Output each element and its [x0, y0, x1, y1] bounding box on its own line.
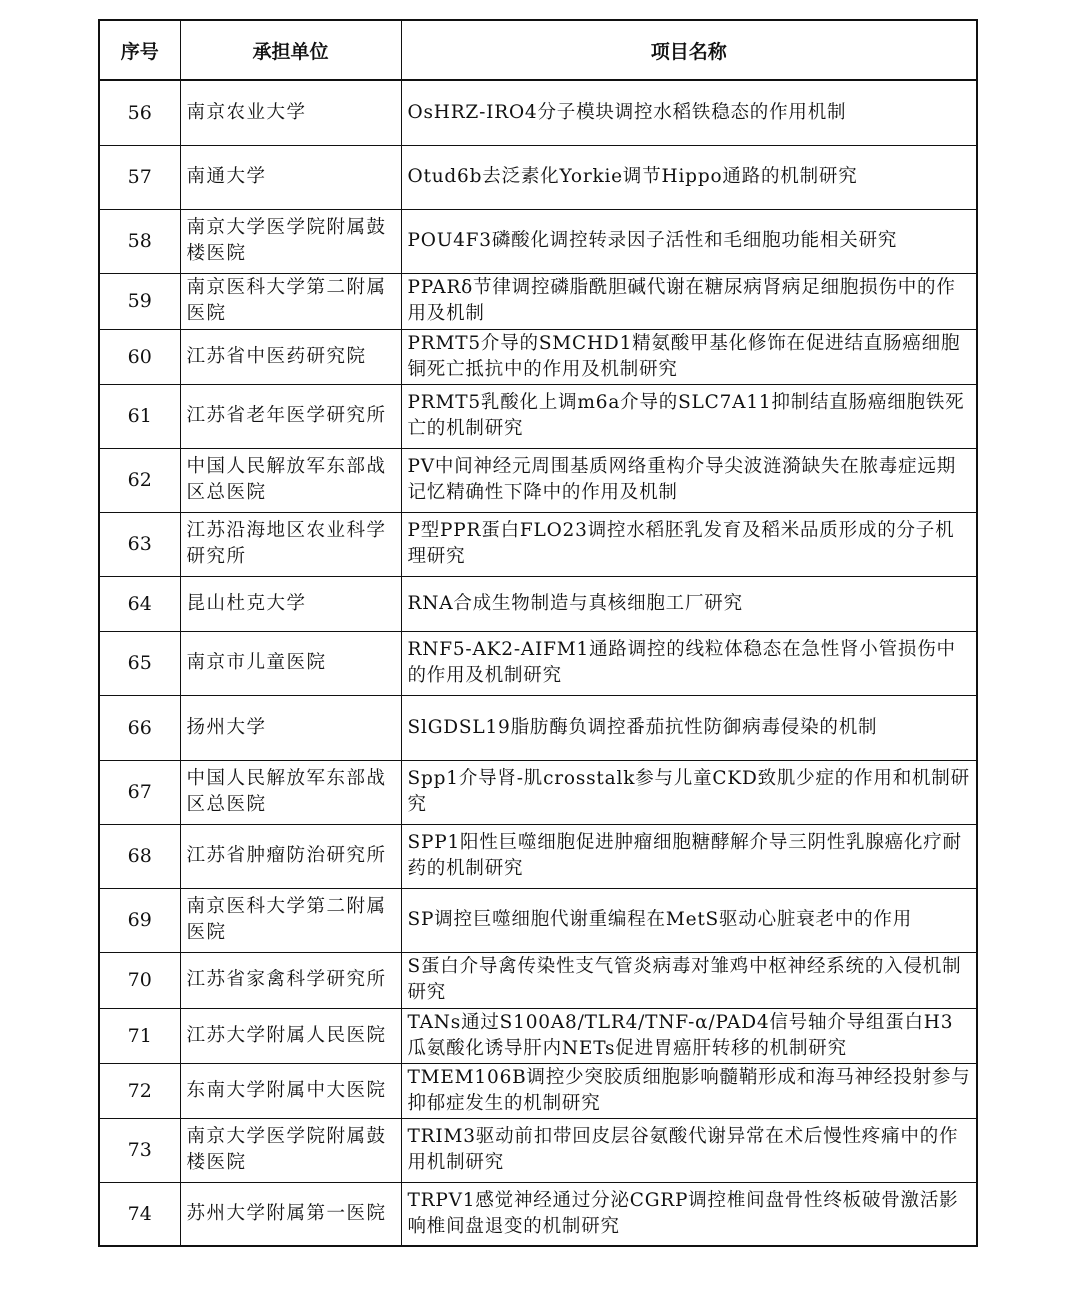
row-title: PPARδ节律调控磷脂酰胆碱代谢在糖尿病肾病足细胞损伤中的作用及机制	[401, 273, 977, 329]
row-number: 64	[99, 576, 180, 631]
row-unit: 东南大学附属中大医院	[180, 1063, 401, 1118]
row-unit: 江苏省肿瘤防治研究所	[180, 824, 401, 888]
row-unit: 江苏大学附属人民医院	[180, 1008, 401, 1063]
table-row	[99, 209, 977, 273]
row-number: 74	[99, 1182, 180, 1246]
row-title: TRPV1感觉神经通过分泌CGRP调控椎间盘骨性终板破骨激活影响椎间盘退变的机制研究	[401, 1182, 977, 1246]
row-number: 62	[99, 448, 180, 512]
row-number: 70	[99, 952, 180, 1008]
row-unit: 南通大学	[180, 145, 401, 209]
row-number: 57	[99, 145, 180, 209]
row-unit: 江苏沿海地区农业科学研究所	[180, 512, 401, 576]
row-unit: 扬州大学	[180, 695, 401, 760]
row-number: 67	[99, 760, 180, 824]
row-unit: 昆山杜克大学	[180, 576, 401, 631]
header-no: 序号	[99, 20, 180, 80]
table-row	[99, 1182, 977, 1246]
row-unit: 中国人民解放军东部战区总医院	[180, 448, 401, 512]
row-title: TMEM106B调控少突胶质细胞影响髓鞘形成和海马神经投射参与抑郁症发生的机制研究	[401, 1063, 977, 1118]
row-unit: 江苏省老年医学研究所	[180, 384, 401, 448]
row-title: S蛋白介导禽传染性支气管炎病毒对雏鸡中枢神经系统的入侵机制研究	[401, 952, 977, 1008]
row-unit: 苏州大学附属第一医院	[180, 1182, 401, 1246]
header-unit: 承担单位	[180, 20, 401, 80]
row-number: 68	[99, 824, 180, 888]
row-unit: 南京市儿童医院	[180, 631, 401, 695]
row-number: 73	[99, 1118, 180, 1182]
row-number: 66	[99, 695, 180, 760]
table-row	[99, 631, 977, 695]
row-title: SP调控巨噬细胞代谢重编程在MetS驱动心脏衰老中的作用	[401, 888, 977, 952]
row-unit: 中国人民解放军东部战区总医院	[180, 760, 401, 824]
table-row	[99, 760, 977, 824]
table-row	[99, 952, 977, 1008]
row-number: 58	[99, 209, 180, 273]
row-title: POU4F3磷酸化调控转录因子活性和毛细胞功能相关研究	[401, 209, 977, 273]
row-title: SlGDSL19脂肪酶负调控番茄抗性防御病毒侵染的机制	[401, 695, 977, 760]
row-title: PV中间神经元周围基质网络重构介导尖波涟漪缺失在脓毒症远期记忆精确性下降中的作用及机制	[401, 448, 977, 512]
table-row	[99, 512, 977, 576]
row-title: RNF5-AK2-AIFM1通路调控的线粒体稳态在急性肾小管损伤中的作用及机制研究	[401, 631, 977, 695]
row-title: RNA合成生物制造与真核细胞工厂研究	[401, 576, 977, 631]
project-table	[98, 19, 978, 1247]
row-title: Spp1介导肾-肌crosstalk参与儿童CKD致肌少症的作用和机制研究	[401, 760, 977, 824]
table-row	[99, 448, 977, 512]
header-title: 项目名称	[401, 20, 977, 80]
row-number: 61	[99, 384, 180, 448]
row-title: TANs通过S100A8/TLR4/TNF-α/PAD4信号轴介导组蛋白H3瓜氨酸化诱导肝内NETs促进胃癌肝转移的机制研究	[401, 1008, 977, 1063]
table-row	[99, 1118, 977, 1182]
row-unit: 南京大学医学院附属鼓楼医院	[180, 209, 401, 273]
table-row	[99, 695, 977, 760]
row-title: SPP1阳性巨噬细胞促进肿瘤细胞糖酵解介导三阴性乳腺癌化疗耐药的机制研究	[401, 824, 977, 888]
table-row	[99, 1063, 977, 1118]
row-number: 71	[99, 1008, 180, 1063]
table-row	[99, 80, 977, 145]
row-unit: 南京医科大学第二附属医院	[180, 273, 401, 329]
table-row	[99, 273, 977, 329]
row-title: PRMT5乳酸化上调m6a介导的SLC7A11抑制结直肠癌细胞铁死亡的机制研究	[401, 384, 977, 448]
row-number: 59	[99, 273, 180, 329]
row-title: TRIM3驱动前扣带回皮层谷氨酸代谢异常在术后慢性疼痛中的作用机制研究	[401, 1118, 977, 1182]
row-number: 60	[99, 329, 180, 384]
row-number: 69	[99, 888, 180, 952]
table-row	[99, 384, 977, 448]
row-title: P型PPR蛋白FLO23调控水稻胚乳发育及稻米品质形成的分子机理研究	[401, 512, 977, 576]
row-title: OsHRZ-IRO4分子模块调控水稻铁稳态的作用机制	[401, 80, 977, 145]
row-title: PRMT5介导的SMCHD1精氨酸甲基化修饰在促进结直肠癌细胞铜死亡抵抗中的作用及机制研究	[401, 329, 977, 384]
row-number: 56	[99, 80, 180, 145]
table-row	[99, 888, 977, 952]
table-row	[99, 329, 977, 384]
row-unit: 江苏省中医药研究院	[180, 329, 401, 384]
table-header-row	[99, 20, 977, 80]
row-title: Otud6b去泛素化Yorkie调节Hippo通路的机制研究	[401, 145, 977, 209]
table-row	[99, 1008, 977, 1063]
row-unit: 南京农业大学	[180, 80, 401, 145]
row-number: 72	[99, 1063, 180, 1118]
row-unit: 江苏省家禽科学研究所	[180, 952, 401, 1008]
table-row	[99, 824, 977, 888]
row-unit: 南京大学医学院附属鼓楼医院	[180, 1118, 401, 1182]
row-number: 65	[99, 631, 180, 695]
row-number: 63	[99, 512, 180, 576]
table-row	[99, 576, 977, 631]
row-unit: 南京医科大学第二附属医院	[180, 888, 401, 952]
table-row	[99, 145, 977, 209]
